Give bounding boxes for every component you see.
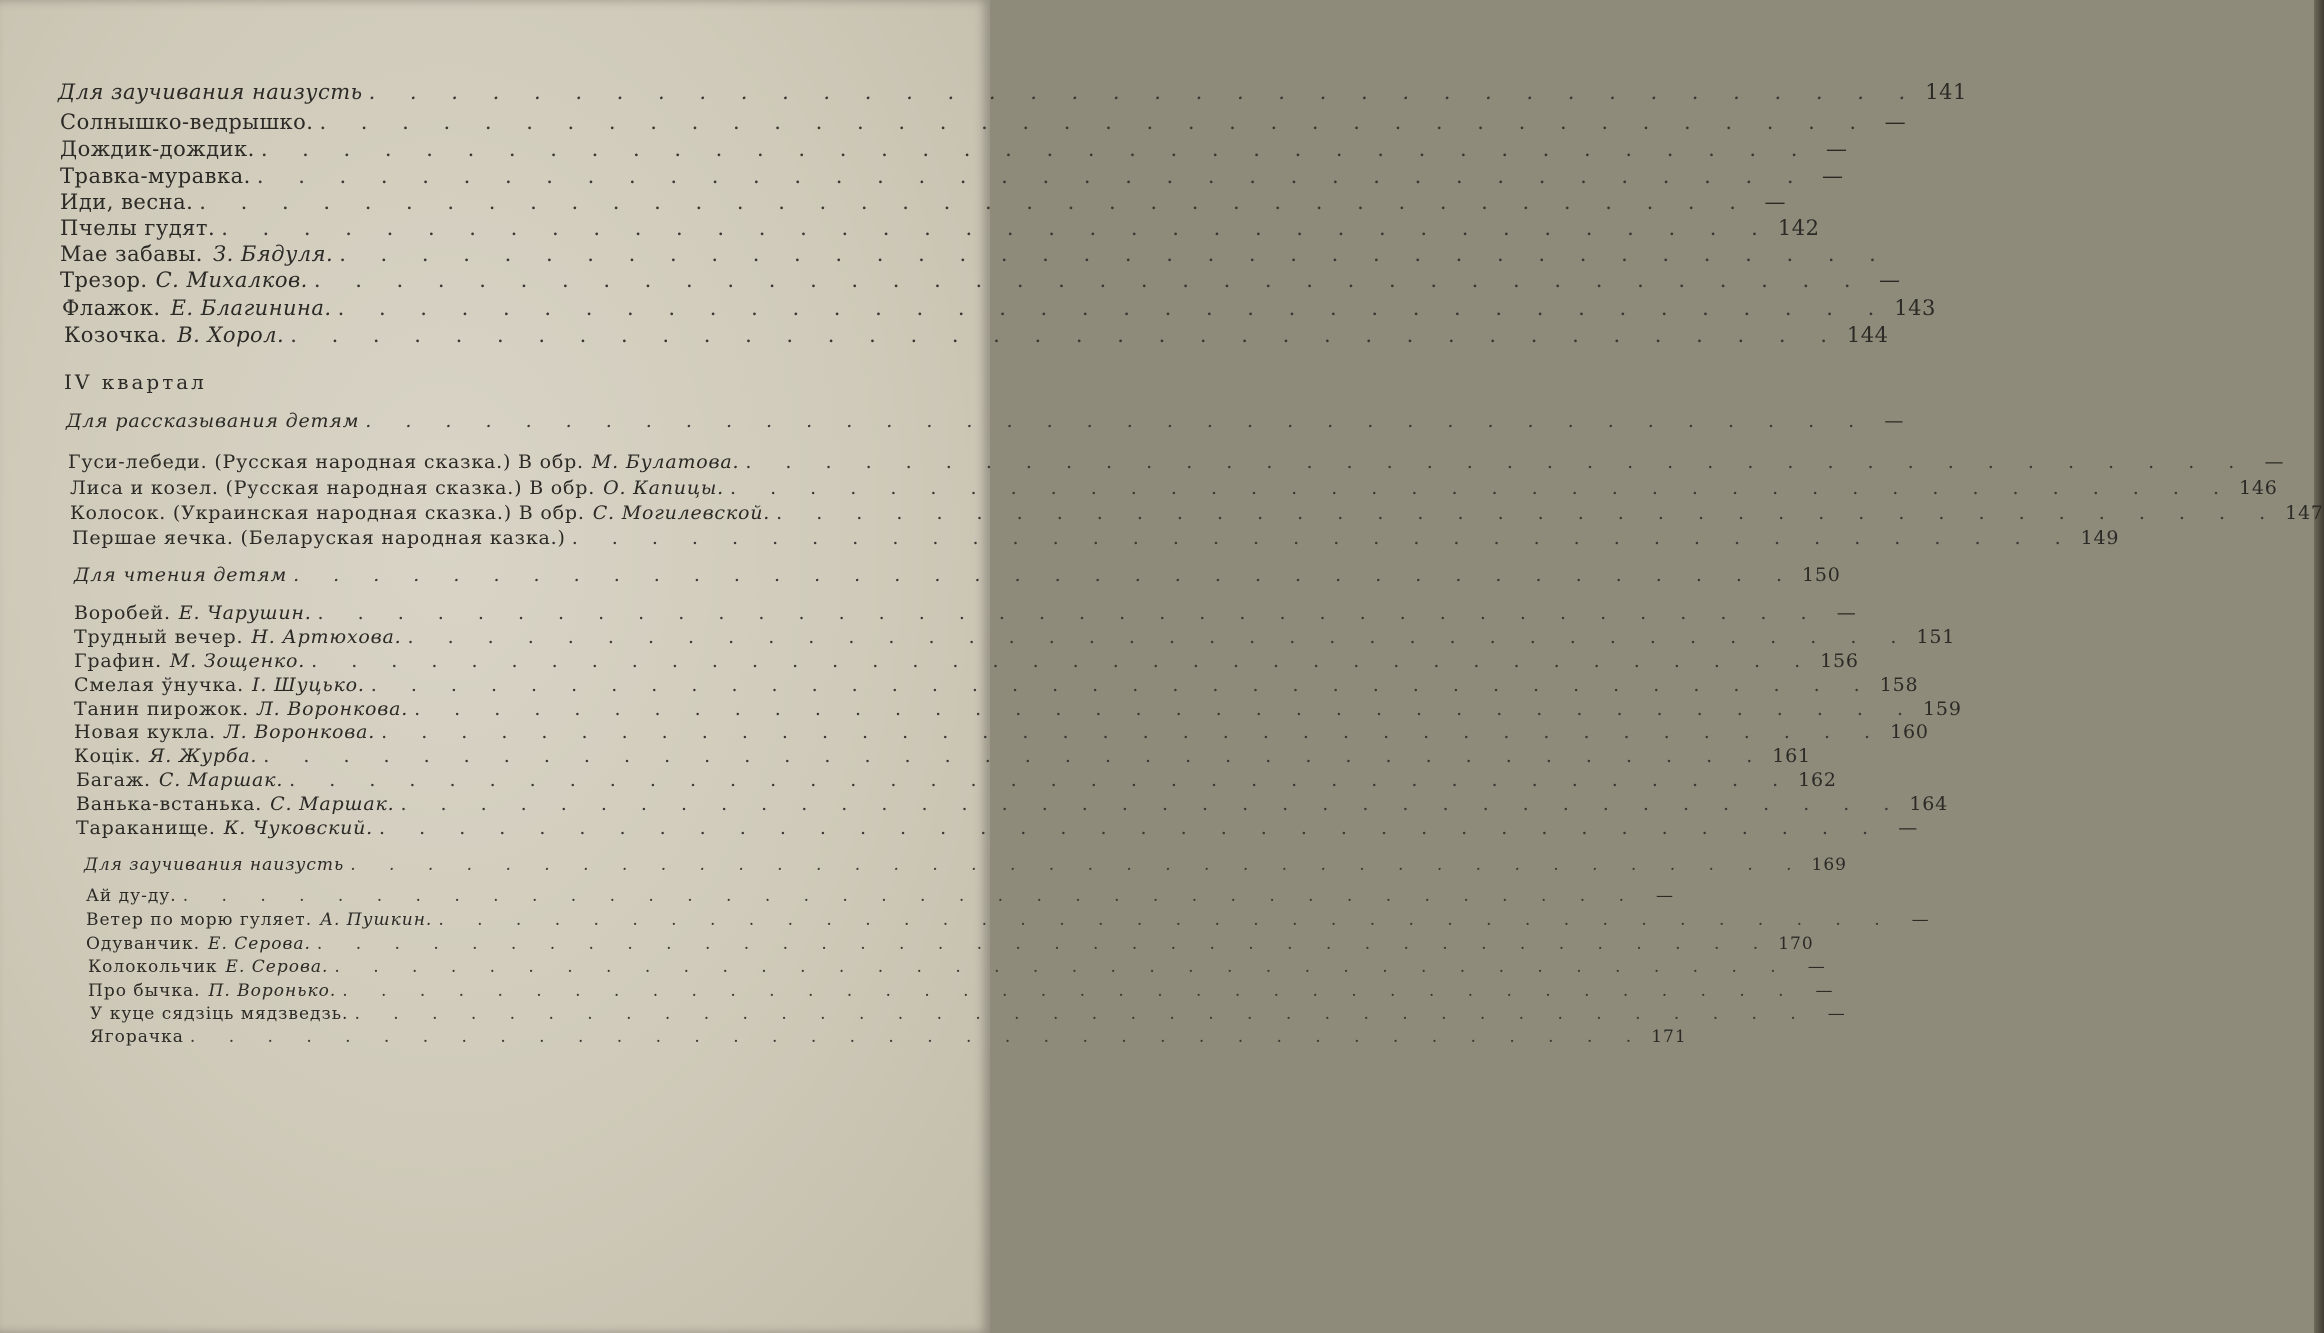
entry-title: Ягорачка bbox=[90, 1027, 184, 1047]
page-number: 146 bbox=[2238, 477, 2278, 499]
section-heading bbox=[74, 564, 1841, 586]
entry-author: З. Бядуля. bbox=[212, 242, 334, 266]
toc-entry bbox=[60, 268, 1901, 292]
entry-author: Н. Артюхова. bbox=[251, 626, 402, 648]
page-number: 171 bbox=[1651, 1027, 1687, 1047]
leader-dots: . . . . . . . . . . . . . . . . . . . . . . . . . . . . . . . . . . . . . . bbox=[354, 1004, 1810, 1024]
entry-author: С. Могилевской. bbox=[592, 502, 771, 524]
section-heading bbox=[58, 80, 1967, 104]
entry-author: А. Пушкин. bbox=[320, 910, 433, 930]
page-number: — bbox=[1898, 817, 1918, 839]
toc-entry bbox=[74, 650, 1859, 672]
page-number: 160 bbox=[1890, 721, 1929, 743]
page-number: 170 bbox=[1778, 934, 1814, 954]
toc-entry bbox=[74, 698, 1962, 720]
page-number: — bbox=[1879, 268, 1901, 292]
toc-entry bbox=[90, 1004, 1846, 1024]
entry-author: Е. Чарушин. bbox=[178, 602, 312, 624]
toc-entry bbox=[76, 817, 1918, 839]
page-number: — bbox=[1822, 164, 1844, 188]
entry-author: С. Маршак. bbox=[270, 793, 395, 815]
entry-title: У куце сядзіць мядзведзь. bbox=[90, 1004, 349, 1024]
page-number: 144 bbox=[1846, 323, 1889, 347]
entry-title: Про бычка. bbox=[88, 981, 201, 1001]
leader-dots: . . . . . . . . . . . . . . . . . . . . . . . . . . . . . . . . . . . . . . bbox=[290, 323, 1841, 347]
entry-title: Гуси-лебеди. (Русская народная сказка.) В обр. bbox=[68, 451, 584, 473]
entry-title: Першае яечка. (Беларуская народная казка.) bbox=[72, 527, 566, 549]
leader-dots: . . . . . . . . . . . . . . . . . . . . . . . . . . . . . . . . . . . . . . bbox=[370, 674, 1874, 696]
page-number: — bbox=[1827, 1004, 1846, 1024]
entry-title: Багаж. bbox=[76, 769, 151, 791]
page-number: 143 bbox=[1894, 296, 1936, 320]
toc-entry bbox=[88, 981, 1834, 1001]
toc-entry bbox=[74, 745, 1811, 767]
leader-dots: . . . . . . . . . . . . . . . . . . . . . . . . . . . . . . . . . . . . . . bbox=[342, 981, 1798, 1001]
section-heading bbox=[66, 410, 1905, 432]
toc-entry bbox=[74, 626, 1956, 648]
page-number: 156 bbox=[1820, 650, 1859, 672]
page-number: 149 bbox=[2080, 527, 2120, 549]
leader-dots: . . . . . . . . . . . . . . . . . . . . . . . . . . . . . . . . . . . . . . bbox=[337, 296, 1889, 320]
page-edge bbox=[2314, 0, 2324, 1333]
leader-dots: . . . . . . . . . . . . . . . . . . . . . . . . . . . . . . . . . . . . . . bbox=[571, 527, 2075, 549]
entry-title: Ванька-встанька. bbox=[76, 793, 263, 815]
leader-dots: . . . . . . . . . . . . . . . . . . . . . . . . . . . . . . . . . . . . . . bbox=[256, 164, 1808, 188]
entry-title: Козочка. bbox=[64, 323, 168, 347]
page-number: 164 bbox=[1909, 793, 1949, 815]
entry-author: Е. Благинина. bbox=[170, 296, 332, 320]
entry-title: Коцік. bbox=[74, 745, 142, 767]
entry-author: Л. Воронкова. bbox=[224, 721, 376, 743]
toc-entry bbox=[60, 137, 1848, 161]
page-number: 159 bbox=[1923, 698, 1962, 720]
entry-author: К. Чуковский. bbox=[223, 817, 374, 839]
page-number: — bbox=[1884, 110, 1907, 134]
entry-title: Тараканище. bbox=[76, 817, 216, 839]
toc-entry bbox=[70, 502, 2324, 524]
quarter-heading: IV квартал bbox=[64, 370, 207, 394]
entry-author: С. Маршак. bbox=[158, 769, 284, 791]
page-number: 161 bbox=[1772, 745, 1811, 767]
leader-dots: . . . . . . . . . . . . . . . . . . . . . . . . . . . . . . . . . . . . . . bbox=[260, 137, 1812, 161]
entry-author: Е. Серова. bbox=[225, 957, 329, 977]
leader-dots: . . . . . . . . . . . . . . . . . . . . . . . . . . . . . . . . . . . . . . bbox=[407, 626, 1911, 648]
toc-entry bbox=[90, 1027, 1687, 1047]
page-number: 158 bbox=[1879, 674, 1919, 696]
leader-dots: . . . . . . . . . . . . . . . . . . . . . . . . . . . . . . . . . . . . . . bbox=[745, 451, 2249, 473]
entry-title: Мае забавы. bbox=[60, 242, 203, 266]
leader-dots: . . . . . . . . . . . . . . . . . . . . . . . . . . . . . . . . . . . . . . bbox=[263, 745, 1767, 767]
entry-title: Солнышко-ведрышко. bbox=[60, 110, 314, 134]
page-number: — bbox=[1836, 602, 1857, 624]
leader-dots: . . . . . . . . . . . . . . . . . . . . . . . . . . . . . . . . . . . . . . bbox=[313, 268, 1865, 292]
entry-title: Танин пирожок. bbox=[74, 698, 249, 720]
toc-entry bbox=[60, 110, 1907, 134]
toc-entry bbox=[88, 957, 1826, 977]
toc-entry bbox=[68, 451, 2285, 473]
page-number: — bbox=[1815, 981, 1834, 1001]
toc-entry bbox=[76, 769, 1837, 791]
toc-entry bbox=[76, 793, 1949, 815]
toc-entry bbox=[72, 527, 2120, 549]
entry-title: Смелая ўнучка. bbox=[74, 674, 245, 696]
leader-dots: . . . . . . . . . . . . . . . . . . . . . . . . . . . . . . . . . . . . . . bbox=[414, 698, 1918, 720]
entry-title: Трудный вечер. bbox=[74, 626, 244, 648]
entry-title: Одуванчик. bbox=[86, 934, 201, 954]
entry-author: Л. Воронкова. bbox=[257, 698, 409, 720]
leader-dots: . . . . . . . . . . . . . . . . . . . . . . . . . . . . . . . . . . . . . . bbox=[368, 80, 1920, 104]
leader-dots: . . . . . . . . . . . . . . . . . . . . . . . . . . . . . . . . . . . . . . bbox=[311, 650, 1815, 672]
entry-author: О. Капицы. bbox=[603, 477, 725, 499]
entry-title: Колосок. (Украинская народная сказка.) В обр. bbox=[70, 502, 585, 524]
toc-entry bbox=[60, 190, 1786, 214]
entry-title: Дождик-дождик. bbox=[60, 137, 255, 161]
page-number: — bbox=[1656, 886, 1674, 906]
leader-dots: . . . . . . . . . . . . . . . . . . . . . . . . . . . . . . . . . . . . . . bbox=[339, 242, 1890, 266]
page-number: 141 bbox=[1925, 80, 1967, 104]
leader-dots: . . . . . . . . . . . . . . . . . . . . . . . . . . . . . . . . . . . . . . bbox=[334, 957, 1790, 977]
leader-dots: . . . . . . . . . . . . . . . . . . . . . . . . . . . . . . . . . . . . . . bbox=[379, 817, 1882, 839]
entry-title: Ай ду-ду. bbox=[86, 886, 177, 906]
page-number: 150 bbox=[1802, 564, 1841, 586]
entry-author: В. Хорол. bbox=[177, 323, 285, 347]
page-number: — bbox=[1911, 910, 1930, 930]
leader-dots: . . . . . . . . . . . . . . . . . . . . . . . . . . . . . . . . . . . . . . bbox=[776, 502, 2280, 524]
page-number: 169 bbox=[1811, 855, 1847, 875]
leader-dots: . . . . . . . . . . . . . . . . . . . . . . . . . . . . . . . . . . . . . . bbox=[317, 602, 1821, 624]
leader-dots: . . . . . . . . . . . . . . . . . . . . . . . . . . . . . . . . . . . . . . bbox=[199, 190, 1750, 214]
page-number: 162 bbox=[1798, 769, 1837, 791]
leader-dots: . . . . . . . . . . . . . . . . . . . . . . . . . . . . . . . . . . . . . . bbox=[438, 910, 1894, 930]
entry-title: Воробей. bbox=[74, 602, 171, 624]
leader-dots: . . . . . . . . . . . . . . . . . . . . . . . . . . . . . . . . . . . . . . bbox=[365, 410, 1869, 432]
heading-text: Для чтения детям bbox=[74, 564, 288, 586]
entry-title: Флажок. bbox=[62, 296, 161, 320]
section-heading bbox=[84, 855, 1847, 875]
entry-title: Травка-муравка. bbox=[60, 164, 251, 188]
entry-author: М. Зощенко. bbox=[169, 650, 306, 672]
entry-title: Трезор. bbox=[60, 268, 148, 292]
page-number: 151 bbox=[1916, 626, 1956, 648]
leader-dots: . . . . . . . . . . . . . . . . . . . . . . . . . . . . . . . . . . . . . . bbox=[293, 564, 1797, 586]
entry-title: Новая кукла. bbox=[74, 721, 217, 743]
leader-dots: . . . . . . . . . . . . . . . . . . . . . . . . . . . . . . . . . . . . . . bbox=[350, 855, 1806, 875]
entry-title: Ветер по морю гуляет. bbox=[86, 910, 313, 930]
toc-entry bbox=[74, 602, 1857, 624]
entry-author: Я. Журба. bbox=[149, 745, 258, 767]
toc-entry bbox=[86, 934, 1814, 954]
heading-text: Для рассказывания детям bbox=[66, 410, 360, 432]
toc-entry bbox=[74, 721, 1929, 743]
heading-text: Для заучивания наизусть bbox=[84, 855, 345, 875]
leader-dots: . . . . . . . . . . . . . . . . . . . . . . . . . . . . . . . . . . . . . . bbox=[221, 216, 1772, 240]
toc-entry bbox=[60, 216, 1820, 240]
toc-entry bbox=[62, 296, 1936, 320]
entry-title: Графин. bbox=[74, 650, 162, 672]
leader-dots: . . . . . . . . . . . . . . . . . . . . . . . . . . . . . . . . . . . . . . bbox=[381, 721, 1885, 743]
leader-dots: . . . . . . . . . . . . . . . . . . . . . . . . . . . . . . . . . . . . . . bbox=[316, 934, 1773, 954]
entry-author: М. Булатова. bbox=[591, 451, 740, 473]
toc-entry bbox=[64, 323, 1889, 347]
leader-dots: . . . . . . . . . . . . . . . . . . . . . . . . . . . . . . . . . . . . . . bbox=[289, 769, 1793, 791]
toc-entry bbox=[86, 886, 1674, 906]
entry-title: Иди, весна. bbox=[60, 190, 194, 214]
entry-author: І. Шуцько. bbox=[252, 674, 365, 696]
page-number: — bbox=[2264, 451, 2285, 473]
toc-entry bbox=[60, 242, 1890, 266]
entry-title: Колокольчик bbox=[88, 957, 218, 977]
page-number: — bbox=[1825, 137, 1848, 161]
toc-entry bbox=[70, 477, 2278, 499]
entry-author: С. Михалков. bbox=[155, 268, 308, 292]
page-number: 142 bbox=[1777, 216, 1820, 240]
page-number: — bbox=[1764, 190, 1786, 214]
leader-dots: . . . . . . . . . . . . . . . . . . . . . . . . . . . . . . . . . . . . . . bbox=[189, 1027, 1646, 1047]
toc-entry bbox=[74, 674, 1919, 696]
page-number: — bbox=[1884, 410, 1905, 432]
leader-dots: . . . . . . . . . . . . . . . . . . . . . . . . . . . . . . . . . . . . . . bbox=[319, 110, 1871, 134]
toc-entry bbox=[86, 910, 1930, 930]
entry-title: Лиса и козел. (Русская народная сказка.) В обр. bbox=[70, 477, 596, 499]
leader-dots: . . . . . . . . . . . . . . . . . . . . . . . . . . . . . . . . . . . . . . bbox=[730, 477, 2233, 499]
entry-author: П. Воронько. bbox=[208, 981, 337, 1001]
entry-author: Е. Серова. bbox=[208, 934, 311, 954]
page-number: 147 bbox=[2285, 502, 2324, 524]
page-number: — bbox=[1807, 957, 1826, 977]
heading-text: Для заучивания наизусть bbox=[58, 80, 363, 104]
leader-dots: . . . . . . . . . . . . . . . . . . . . . . . . . . . . . . . . . . . . . . bbox=[182, 886, 1638, 906]
leader-dots: . . . . . . . . . . . . . . . . . . . . . . . . . . . . . . . . . . . . . . bbox=[400, 793, 1904, 815]
toc-entry bbox=[60, 164, 1844, 188]
entry-title: Пчелы гудят. bbox=[60, 216, 216, 240]
